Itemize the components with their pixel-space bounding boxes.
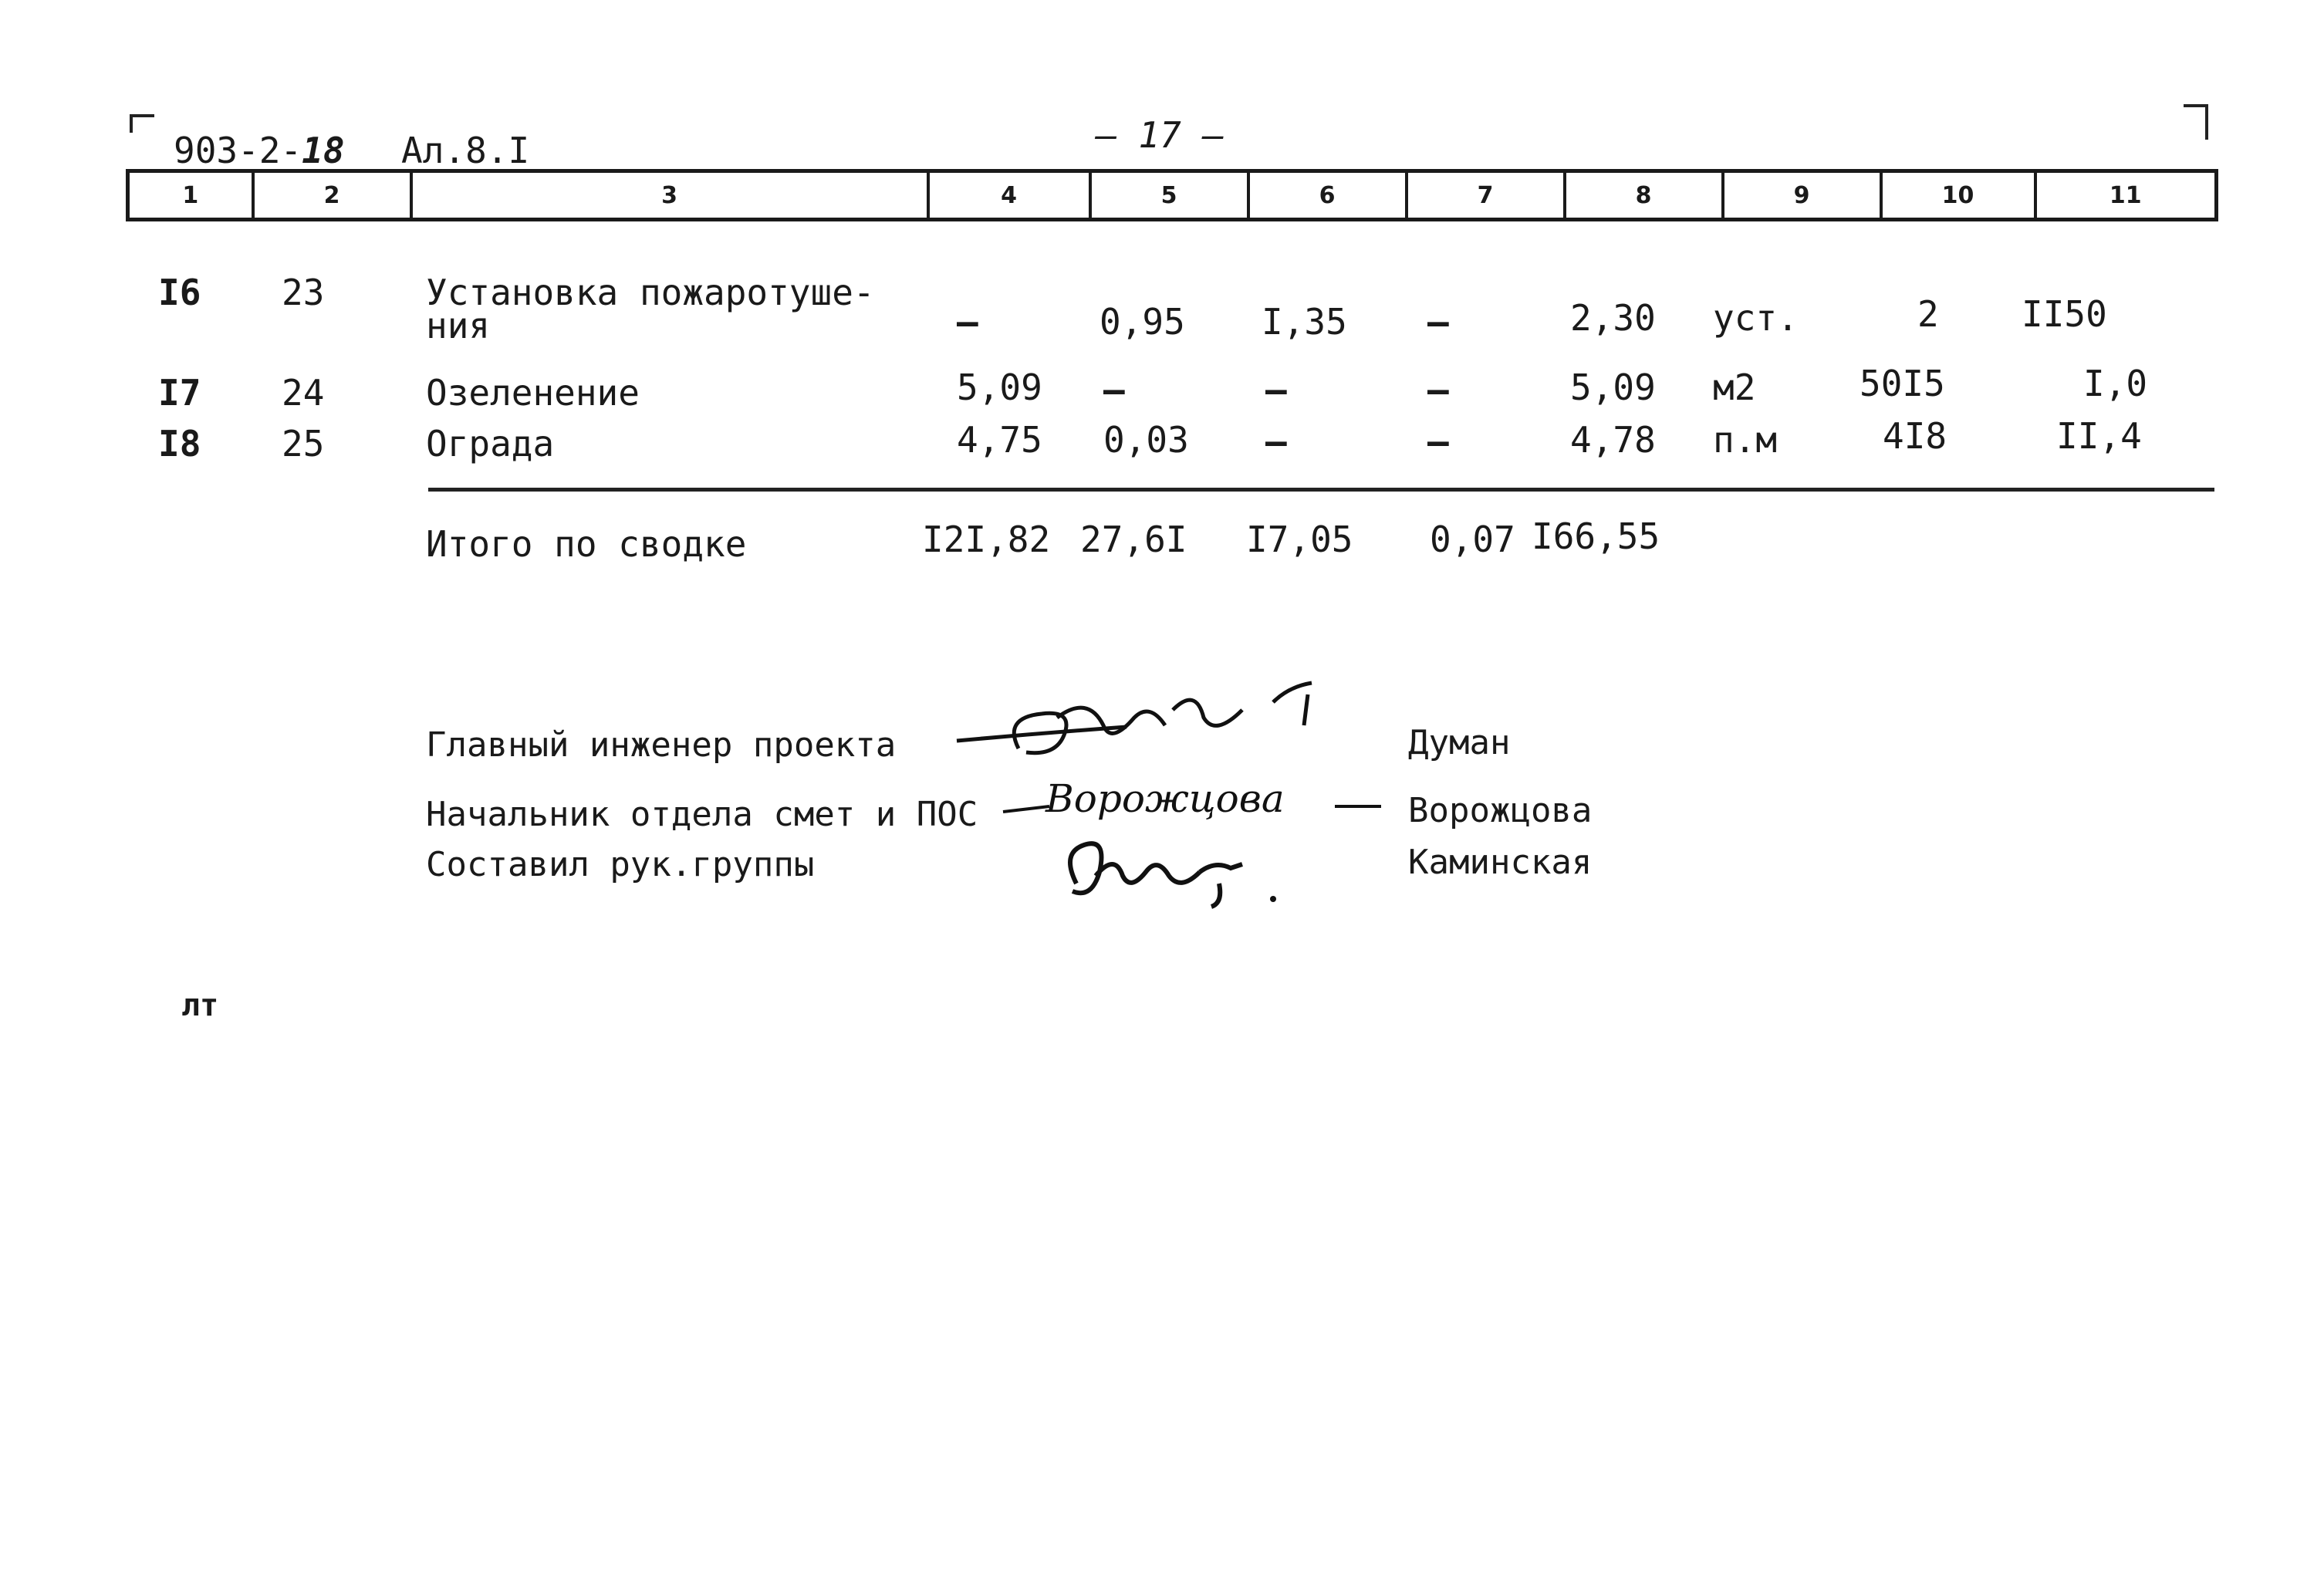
col-header-10: 10	[1881, 171, 2035, 220]
handwritten-signature-2-text: Ворожцова	[1045, 776, 1285, 821]
signature-role-estimates-head: Начальник отдела смет и ПОС	[426, 795, 978, 834]
signature-name-group-lead: Каминская	[1408, 843, 1593, 882]
value-col11: I,0	[2083, 363, 2148, 404]
value-col7: –	[1427, 369, 1449, 411]
item-name-cont: ния	[426, 305, 491, 346]
row-number: I7	[158, 372, 201, 414]
value-col6: –	[1265, 369, 1287, 411]
handwritten-signature-2	[1003, 772, 1389, 833]
value-col8: 2,30	[1570, 297, 1656, 339]
signature-name-chief-engineer: Думан	[1408, 723, 1511, 762]
total-separator-line	[428, 488, 2214, 492]
corner-mark-left	[130, 114, 154, 133]
value-col8: 5,09	[1570, 367, 1656, 408]
handwritten-signature-1	[949, 671, 1350, 772]
item-number: 24	[282, 372, 325, 414]
row-number: I8	[158, 423, 201, 465]
value-col7: –	[1427, 301, 1449, 343]
doc-code-number: 18	[302, 130, 345, 171]
value-col5: –	[1103, 369, 1125, 411]
value-col6: –	[1265, 421, 1287, 462]
item-number: 23	[282, 272, 325, 313]
handwritten-signature-3	[1053, 830, 1285, 914]
item-name: Ограда	[426, 423, 555, 465]
col-header-6: 6	[1248, 171, 1407, 220]
value-col10: 4I8	[1883, 415, 1947, 457]
row-number: I6	[158, 272, 201, 313]
total-col8: I66,55	[1532, 515, 1660, 557]
value-col5: 0,95	[1100, 301, 1185, 343]
doc-code-prefix: 903-2-	[174, 130, 302, 171]
value-col6: I,35	[1262, 301, 1347, 343]
value-unit: п.м	[1713, 419, 1778, 461]
value-col4: 5,09	[957, 367, 1042, 408]
document-code	[174, 130, 345, 171]
value-col10: 50I5	[1860, 363, 1945, 404]
col-header-9: 9	[1723, 171, 1881, 220]
col-header-5: 5	[1090, 171, 1248, 220]
value-col5: 0,03	[1103, 419, 1189, 461]
item-number: 25	[282, 423, 325, 465]
item-name: Озеленение	[426, 372, 640, 414]
total-col7: 0,07	[1430, 519, 1515, 560]
col-header-3: 3	[411, 171, 928, 220]
total-col4: I2I,82	[922, 519, 1051, 560]
value-col11: II,4	[2056, 415, 2142, 457]
corner-mark-right	[2184, 104, 2208, 140]
column-number-header	[126, 169, 2218, 221]
value-col7: –	[1427, 421, 1449, 462]
album-code: Ал.8.I	[401, 130, 530, 171]
value-unit: уст.	[1713, 297, 1799, 339]
value-col4: –	[957, 301, 978, 343]
value-col10: 2	[1917, 293, 1939, 335]
col-header-8: 8	[1565, 171, 1723, 220]
page-number: — 17 —	[1096, 114, 1224, 156]
value-col11: II50	[2022, 293, 2107, 335]
value-unit: м2	[1713, 367, 1756, 408]
col-header-1: 1	[128, 171, 253, 220]
signature-name-estimates-head: Ворожцова	[1408, 791, 1593, 830]
item-name: Установка пожаротуше-	[426, 272, 875, 313]
total-col5: 27,6I	[1080, 519, 1187, 560]
col-header-2: 2	[253, 171, 411, 220]
value-col4: 4,75	[957, 419, 1042, 461]
total-label: Итого по сводке	[426, 523, 747, 565]
col-header-11: 11	[2035, 171, 2217, 220]
signature-role-group-lead: Составил рук.группы	[426, 845, 815, 884]
signature-role-chief-engineer: Главный инженер проекта	[426, 725, 897, 765]
footer-mark: лт	[181, 988, 219, 1023]
total-col6: I7,05	[1246, 519, 1353, 560]
value-col8: 4,78	[1570, 419, 1656, 461]
col-header-4: 4	[928, 171, 1090, 220]
col-header-7: 7	[1407, 171, 1565, 220]
